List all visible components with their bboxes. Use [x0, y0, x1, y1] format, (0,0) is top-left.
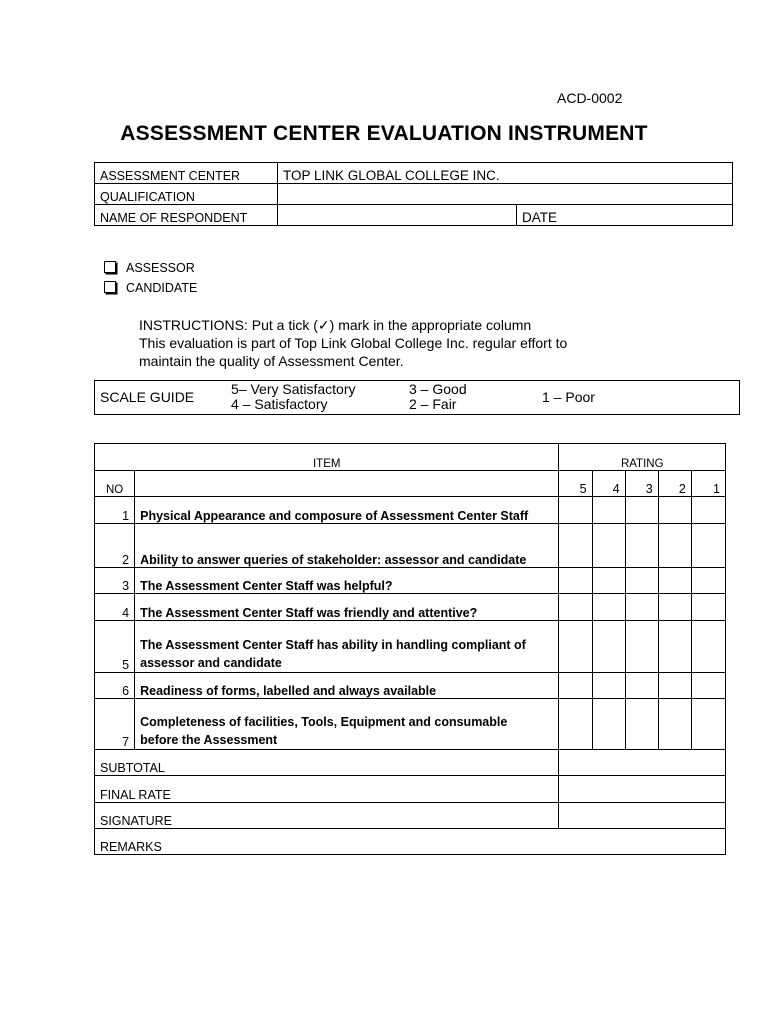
- page-title: [0, 122, 768, 146]
- scale-guide-title: SCALE GUIDE: [100, 389, 195, 405]
- rating-cell[interactable]: [559, 497, 592, 524]
- row-item-line-2: assessor and candidate: [140, 656, 282, 670]
- rating-cell[interactable]: [592, 524, 625, 568]
- scale-1: 1 – Poor: [542, 389, 595, 405]
- rating-table: [94, 443, 726, 855]
- rating-cell[interactable]: [592, 699, 625, 750]
- rating-col-2: 2: [658, 471, 691, 497]
- assessment-center-label: ASSESSMENT CENTER: [95, 163, 278, 184]
- scale-column-1: [231, 382, 356, 412]
- row-item-text: Physical Appearance and composure of Assessment Center Staff: [135, 497, 559, 524]
- row-item-line-1: The Assessment Center Staff has ability in handling compliant of: [140, 638, 526, 652]
- signature-row: [95, 803, 726, 829]
- page-title-text: ASSESSMENT CENTER EVALUATION INSTRUMENT: [120, 122, 648, 145]
- row-number: 6: [95, 673, 135, 699]
- signature-field[interactable]: [559, 803, 726, 829]
- table-row: [95, 568, 726, 594]
- rating-cell[interactable]: [592, 594, 625, 621]
- assessment-center-row: [95, 163, 733, 184]
- rating-cell[interactable]: [559, 621, 592, 673]
- rating-cell[interactable]: [691, 497, 725, 524]
- rating-cell[interactable]: [658, 568, 691, 594]
- row-item-text: The Assessment Center Staff was friendly and attentive?: [135, 594, 559, 621]
- rating-cell[interactable]: [625, 621, 658, 673]
- candidate-label: CANDIDATE: [126, 281, 198, 295]
- row-item-text: Readiness of forms, labelled and always available: [135, 673, 559, 699]
- date-field[interactable]: [517, 205, 733, 226]
- respondent-label: NAME OF RESPONDENT: [95, 205, 278, 226]
- rating-cell[interactable]: [691, 621, 725, 673]
- rating-cell[interactable]: [559, 673, 592, 699]
- row-number: 3: [95, 568, 135, 594]
- respondent-row: [95, 205, 733, 226]
- instructions-line-2: This evaluation is part of Top Link Global College Inc. regular effort to: [139, 335, 568, 351]
- rating-col-5: 5: [559, 471, 592, 497]
- row-item-line-1: Completeness of facilities, Tools, Equipment and consumable: [140, 715, 508, 729]
- subtotal-label: SUBTOTAL: [95, 750, 559, 776]
- subtotal-field[interactable]: [559, 750, 726, 776]
- final-rate-label: FINAL RATE: [95, 776, 559, 803]
- candidate-checkbox[interactable]: [104, 281, 116, 293]
- remarks-row: [95, 829, 726, 855]
- table-row: [95, 497, 726, 524]
- rating-cell[interactable]: [691, 699, 725, 750]
- info-table: [94, 162, 733, 226]
- rating-cell[interactable]: [592, 673, 625, 699]
- candidate-option[interactable]: [104, 278, 197, 298]
- rating-cell[interactable]: [625, 524, 658, 568]
- remarks-field[interactable]: [95, 829, 726, 855]
- qualification-row: [95, 184, 733, 205]
- document-code: ACD-0002: [557, 90, 623, 106]
- rating-cell[interactable]: [625, 699, 658, 750]
- row-number: 1: [95, 497, 135, 524]
- row-item-line-2: before the Assessment: [140, 733, 278, 747]
- rating-header: RATING: [559, 444, 726, 471]
- qualification-label: QUALIFICATION: [95, 184, 278, 205]
- table-row: [95, 524, 726, 568]
- scale-3: 3 – Good: [409, 381, 467, 397]
- header-row: [95, 444, 726, 471]
- row-item-text: The Assessment Center Staff was helpful?: [135, 568, 559, 594]
- signature-label: SIGNATURE: [95, 803, 559, 829]
- scale-4: 4 – Satisfactory: [231, 396, 328, 412]
- table-row: [95, 673, 726, 699]
- rating-cell[interactable]: [559, 524, 592, 568]
- rating-cell[interactable]: [592, 621, 625, 673]
- row-number: 7: [95, 699, 135, 750]
- assessor-option[interactable]: [104, 258, 197, 278]
- rating-cell[interactable]: [691, 524, 725, 568]
- rating-cell[interactable]: [691, 594, 725, 621]
- item-subheader: [135, 471, 559, 497]
- rating-col-3: 3: [625, 471, 658, 497]
- scale-5: 5– Very Satisfactory: [231, 381, 356, 397]
- item-header: ITEM: [95, 444, 559, 471]
- instructions-line-1: INSTRUCTIONS: Put a tick (✓) mark in the appropriate column: [139, 317, 532, 333]
- row-item-text: [135, 621, 559, 673]
- respondent-field[interactable]: [278, 205, 517, 226]
- row-number: 5: [95, 621, 135, 673]
- rating-cell[interactable]: [625, 594, 658, 621]
- rating-cell[interactable]: [625, 568, 658, 594]
- assessor-checkbox[interactable]: [104, 261, 116, 273]
- instructions: [139, 316, 567, 370]
- respondent-type-group: [104, 258, 197, 298]
- rating-cell[interactable]: [625, 673, 658, 699]
- table-row: [95, 699, 726, 750]
- rating-cell[interactable]: [658, 497, 691, 524]
- rating-cell[interactable]: [559, 568, 592, 594]
- final-rate-field[interactable]: [559, 776, 726, 803]
- scale-2: 2 – Fair: [409, 396, 457, 412]
- no-header: NO: [95, 471, 135, 497]
- rating-cell[interactable]: [658, 621, 691, 673]
- rating-cell[interactable]: [658, 699, 691, 750]
- date-label: DATE: [522, 210, 558, 225]
- rating-col-4: 4: [592, 471, 625, 497]
- rating-col-1: 1: [691, 471, 725, 497]
- scale-column-2: [409, 382, 467, 412]
- rating-cell[interactable]: [658, 673, 691, 699]
- row-number: 4: [95, 594, 135, 621]
- rating-cell[interactable]: [691, 568, 725, 594]
- rating-cell[interactable]: [559, 699, 592, 750]
- remarks-label: REMARKS: [100, 840, 162, 854]
- instructions-line-3: maintain the quality of Assessment Center.: [139, 353, 404, 369]
- assessor-label: ASSESSOR: [126, 261, 195, 275]
- rating-cell[interactable]: [559, 594, 592, 621]
- rating-cell[interactable]: [658, 524, 691, 568]
- row-item-text: Ability to answer queries of stakeholder: assessor and candidate: [135, 524, 559, 568]
- qualification-field[interactable]: [278, 184, 733, 205]
- table-row: [95, 594, 726, 621]
- table-row: [95, 621, 726, 673]
- rating-cell[interactable]: [592, 497, 625, 524]
- assessment-center-value[interactable]: TOP LINK GLOBAL COLLEGE INC.: [278, 163, 733, 184]
- scale-guide: [94, 380, 740, 415]
- rating-cell[interactable]: [658, 594, 691, 621]
- subtotal-row: [95, 750, 726, 776]
- row-item-text: [135, 699, 559, 750]
- rating-cell[interactable]: [691, 673, 725, 699]
- row-number: 2: [95, 524, 135, 568]
- rating-cell[interactable]: [625, 497, 658, 524]
- final-rate-row: [95, 776, 726, 803]
- subheader-row: [95, 471, 726, 497]
- rating-cell[interactable]: [592, 568, 625, 594]
